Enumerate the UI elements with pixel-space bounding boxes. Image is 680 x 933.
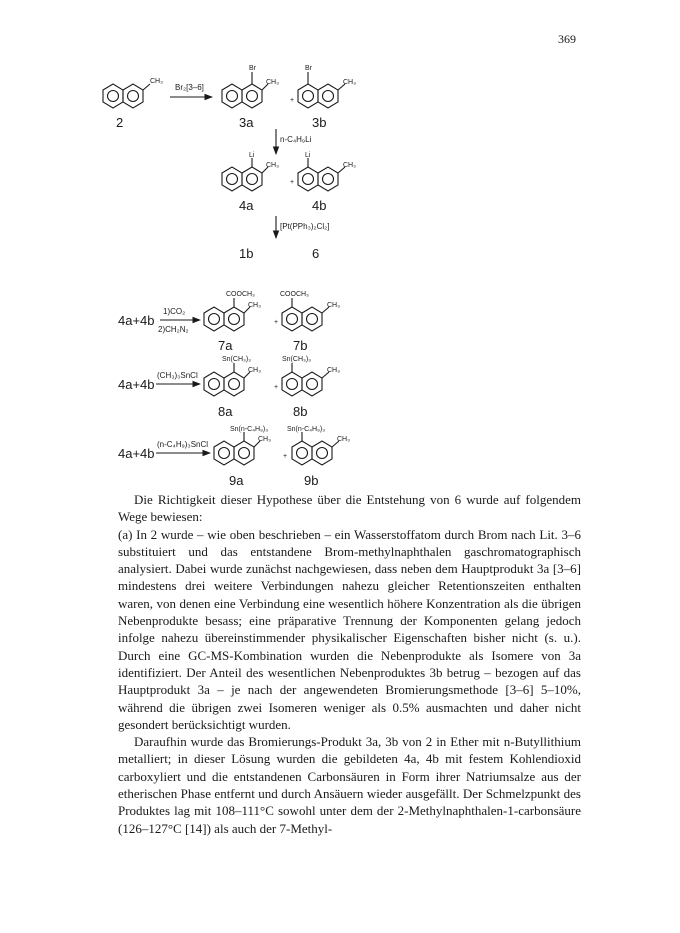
svg-text:COOCH₃: COOCH₃	[226, 291, 255, 298]
compound-2	[103, 78, 163, 130]
svg-text:Br: Br	[305, 65, 312, 72]
svg-text:Li: Li	[305, 152, 311, 159]
reaction-tributyltin	[118, 440, 210, 461]
svg-text:CH₃: CH₃	[150, 78, 163, 85]
paragraph-3: Daraufhin wurde das Bromierungs-Produkt 3a, 3b von 2 in Ether mit n-Butyllithium metalliert; in dieser Lösung wurden die gebildeten 4a, 4b mit festem Kohlendioxid carboxyliert und die entstandenen Carbonsäuren in Form ihrer Natriumsalze aus der etherischen Phase entfernt und durch Ansäuern wieder ausgefällt. Der Schmelzpunkt des Produktes lag mit 108–111°C sowohl unter dem der 2-Methylnaphthalen-1-carbonsäure (126–127°C [14]) als auch der 7-Methyl-	[118, 734, 581, 836]
svg-text:CH₃: CH₃	[343, 162, 356, 169]
svg-text:COOCH₃: COOCH₃	[280, 291, 309, 298]
svg-text:CH₃: CH₃	[266, 162, 279, 169]
svg-text:(CH₃)₃SnCl: (CH₃)₃SnCl	[157, 371, 198, 380]
svg-text:2)CH₂N₂: 2)CH₂N₂	[158, 325, 189, 334]
label-1b: 1b	[239, 246, 254, 261]
svg-text:[Pt(PPh₃)₂Cl₂]: [Pt(PPh₃)₂Cl₂]	[280, 222, 330, 231]
arrow-platinum	[276, 216, 329, 238]
svg-text:+: +	[290, 179, 295, 186]
reaction-trimethyltin	[118, 371, 200, 392]
svg-text:1)CO₂: 1)CO₂	[163, 307, 186, 316]
svg-text:Sn(n-C₄H₉)₃: Sn(n-C₄H₉)₃	[287, 426, 326, 433]
svg-text:CH₃: CH₃	[337, 436, 350, 443]
label-9b: 9b	[304, 473, 319, 488]
label-3b: 3b	[312, 115, 327, 130]
body-text	[118, 491, 581, 837]
compound-7a	[204, 291, 278, 353]
label-4b: 4b	[312, 198, 327, 213]
svg-text:Sn(CH₃)₃: Sn(CH₃)₃	[282, 356, 312, 363]
svg-text:(n-C₄H₉)₃SnCl: (n-C₄H₉)₃SnCl	[157, 440, 209, 449]
label-8a: 8a	[218, 404, 233, 419]
label-7a: 7a	[218, 338, 233, 353]
label-3a: 3a	[239, 115, 254, 130]
page-number: 369	[558, 32, 576, 46]
compound-9b	[287, 426, 350, 488]
svg-text:+: +	[274, 384, 279, 391]
svg-text:Sn(CH₃)₃: Sn(CH₃)₃	[222, 356, 252, 363]
compound-8b	[282, 356, 340, 419]
compound-3b	[298, 65, 356, 130]
paragraph-1: Die Richtigkeit dieser Hypothese über die Entstehung von 6 wurde auf folgendem Wege bewiesen:	[118, 492, 581, 525]
svg-text:4a+4b: 4a+4b	[118, 313, 155, 328]
svg-text:+: +	[274, 319, 279, 326]
label-2: 2	[116, 115, 124, 130]
svg-text:n-C₄H₉Li: n-C₄H₉Li	[280, 135, 312, 144]
compound-3a	[222, 65, 294, 130]
label-8b: 8b	[293, 404, 308, 419]
svg-text:+: +	[290, 97, 295, 104]
svg-text:Li: Li	[249, 152, 255, 159]
compound-9a	[214, 426, 287, 488]
svg-text:Br₂[3–6]: Br₂[3–6]	[175, 83, 204, 92]
svg-text:CH₃: CH₃	[258, 436, 271, 443]
arrow-bromination	[170, 83, 212, 97]
compound-4a	[222, 152, 294, 213]
label-7b: 7b	[293, 338, 308, 353]
svg-text:Br: Br	[249, 65, 256, 72]
svg-text:4a+4b: 4a+4b	[118, 377, 155, 392]
svg-text:CH₃: CH₃	[248, 302, 261, 309]
label-9a: 9a	[229, 473, 244, 488]
label-6: 6	[312, 246, 320, 261]
svg-text:CH₃: CH₃	[248, 367, 261, 374]
paragraph-2: (a) In 2 wurde – wie oben beschrieben – ein Wasserstoffatom durch Brom nach Lit. 3–6 substituiert und das entstandene Brom-methylnaphthalen gaschromatographisch analysiert. Dabei wurde zunächst nachgewiesen, dass neben dem Hauptprodukt 3a [3–6] mindestens drei weitere Verbindungen nahezu gleicher Retentionszeiten enthalten waren, von denen eine Verbindung eine wesentlich höhere Konzentration als die übrigen Nebenprodukte besass; eine präparative Trennung der Komponenten gelang jedoch infolge nahezu übereinstimmender physikalischer Eigenschaften bisher nicht (s. u.). Durch eine GC-MS-Kombination wurden die Nebenprodukte als Isomere von 3a identifiziert. Der Anteil des wesentlichen Nebenproduktes 3b betrug – bezogen auf das Hauptprodukt 3a – je nach der angewendeten Bromierungsmethode [3–6] 5–10%, während die übrigen zwei Isomeren weniger als 0.5% ausmachten und daher nicht gesondert berücksichtigt wurden.	[118, 526, 581, 732]
label-4a: 4a	[239, 198, 254, 213]
compound-7b	[280, 291, 340, 353]
compound-8a	[204, 356, 278, 419]
compound-4b	[298, 152, 356, 213]
svg-text:4a+4b: 4a+4b	[118, 446, 155, 461]
arrow-lithiation	[276, 129, 312, 154]
svg-text:CH₃: CH₃	[327, 302, 340, 309]
svg-text:CH₃: CH₃	[343, 79, 356, 86]
svg-text:Sn(n-C₄H₉)₃: Sn(n-C₄H₉)₃	[230, 426, 269, 433]
svg-text:+: +	[283, 453, 288, 460]
reaction-carboxylation	[118, 307, 200, 334]
svg-text:CH₃: CH₃	[266, 79, 279, 86]
svg-text:CH₃: CH₃	[327, 367, 340, 374]
